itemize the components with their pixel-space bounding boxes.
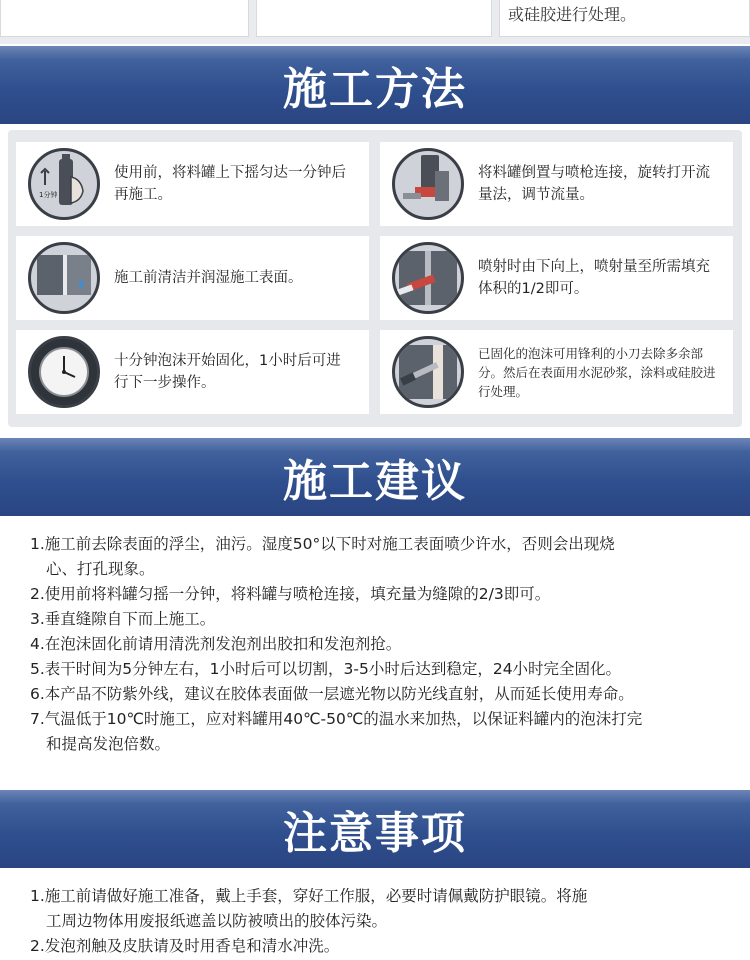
advice-item-7-cont: 和提高发泡倍数。 (46, 735, 171, 753)
shake-can-icon (28, 148, 100, 220)
advice-item-4: 4.在泡沫固化前请用清洗剂发泡剂出胶扣和发泡剂抢。 (30, 635, 402, 653)
advice-item-1-cont: 心、打孔现象。 (46, 560, 155, 578)
previous-section-strip (0, 0, 750, 44)
previous-cell-left (0, 0, 249, 37)
advice-section-banner (0, 438, 750, 516)
knife-trim-icon (392, 336, 464, 408)
method-step-5-text: 十分钟泡沫开始固化，1小时后可进行下一步操作。 (114, 353, 341, 391)
advice-item-3: 3.垂直缝隙自下而上施工。 (30, 610, 216, 628)
advice-item-2: 2.使用前将料罐匀摇一分钟，将料罐与喷枪连接，填充量为缝隙的2/3即可。 (30, 585, 551, 603)
method-step-2 (380, 142, 733, 226)
clock-icon (28, 336, 100, 408)
notice-list (30, 884, 730, 959)
advice-item-6: 6.本产品不防紫外线，建议在胶体表面做一层遮光物以防光线直射，从而延长使用寿命。 (30, 685, 634, 703)
notice-item-2: 2.发泡剂触及皮肤请及时用香皂和清水冲洗。 (30, 937, 340, 955)
method-step-6-text: 已固化的泡沫可用锋利的小刀去除多余部分。然后在表面用水泥砂浆，涂料或硅胶进行处理。 (478, 345, 716, 399)
wet-surface-icon (28, 242, 100, 314)
notice-item-1-cont: 工周边物体用废报纸遮盖以防被喷出的胶体污染。 (46, 912, 388, 930)
spray-gap-icon (392, 242, 464, 314)
method-step-2-text: 将料罐倒置与喷枪连接，旋转打开流量法，调节流量。 (478, 165, 710, 203)
method-step-6 (380, 330, 733, 414)
method-step-3 (16, 236, 369, 320)
notice-section-title: 注意事项 (283, 808, 467, 859)
advice-list (30, 532, 730, 757)
previous-cell-middle (256, 0, 492, 37)
shake-icon-label: 1分钟 (39, 191, 58, 199)
method-step-4-text: 喷射时由下向上，喷射量至所需填充体积的1/2即可。 (478, 259, 710, 297)
previous-cell-right: 或硅胶进行处理。 (499, 0, 750, 37)
notice-item-1: 1.施工前请做好施工准备，戴上手套，穿好工作服，必要时请佩戴防护眼镜。将施 (30, 887, 588, 905)
spray-gun-connect-icon (392, 148, 464, 220)
advice-item-5: 5.表干时间为5分钟左右，1小时后可以切割，3-5小时后达到稳定，24小时完全固化。 (30, 660, 622, 678)
advice-item-1: 1.施工前去除表面的浮尘，油污。湿度50°以下时对施工表面喷少许水，否则会出现烧 (30, 535, 615, 553)
method-step-4 (380, 236, 733, 320)
advice-section-title: 施工建议 (283, 456, 467, 507)
method-step-1 (16, 142, 369, 226)
method-steps-grid (8, 130, 742, 427)
method-section-title: 施工方法 (283, 64, 467, 115)
advice-item-7: 7.气温低于10℃时施工，应对料罐用40℃-50℃的温水来加热，以保证料罐内的泡沫打完 (30, 710, 643, 728)
method-step-3-text: 施工前清洁并润湿施工表面。 (114, 270, 303, 286)
method-step-5 (16, 330, 369, 414)
notice-section-banner (0, 790, 750, 868)
method-step-1-text: 使用前，将料罐上下摇匀达一分钟后再施工。 (114, 165, 346, 203)
method-section-banner (0, 46, 750, 124)
